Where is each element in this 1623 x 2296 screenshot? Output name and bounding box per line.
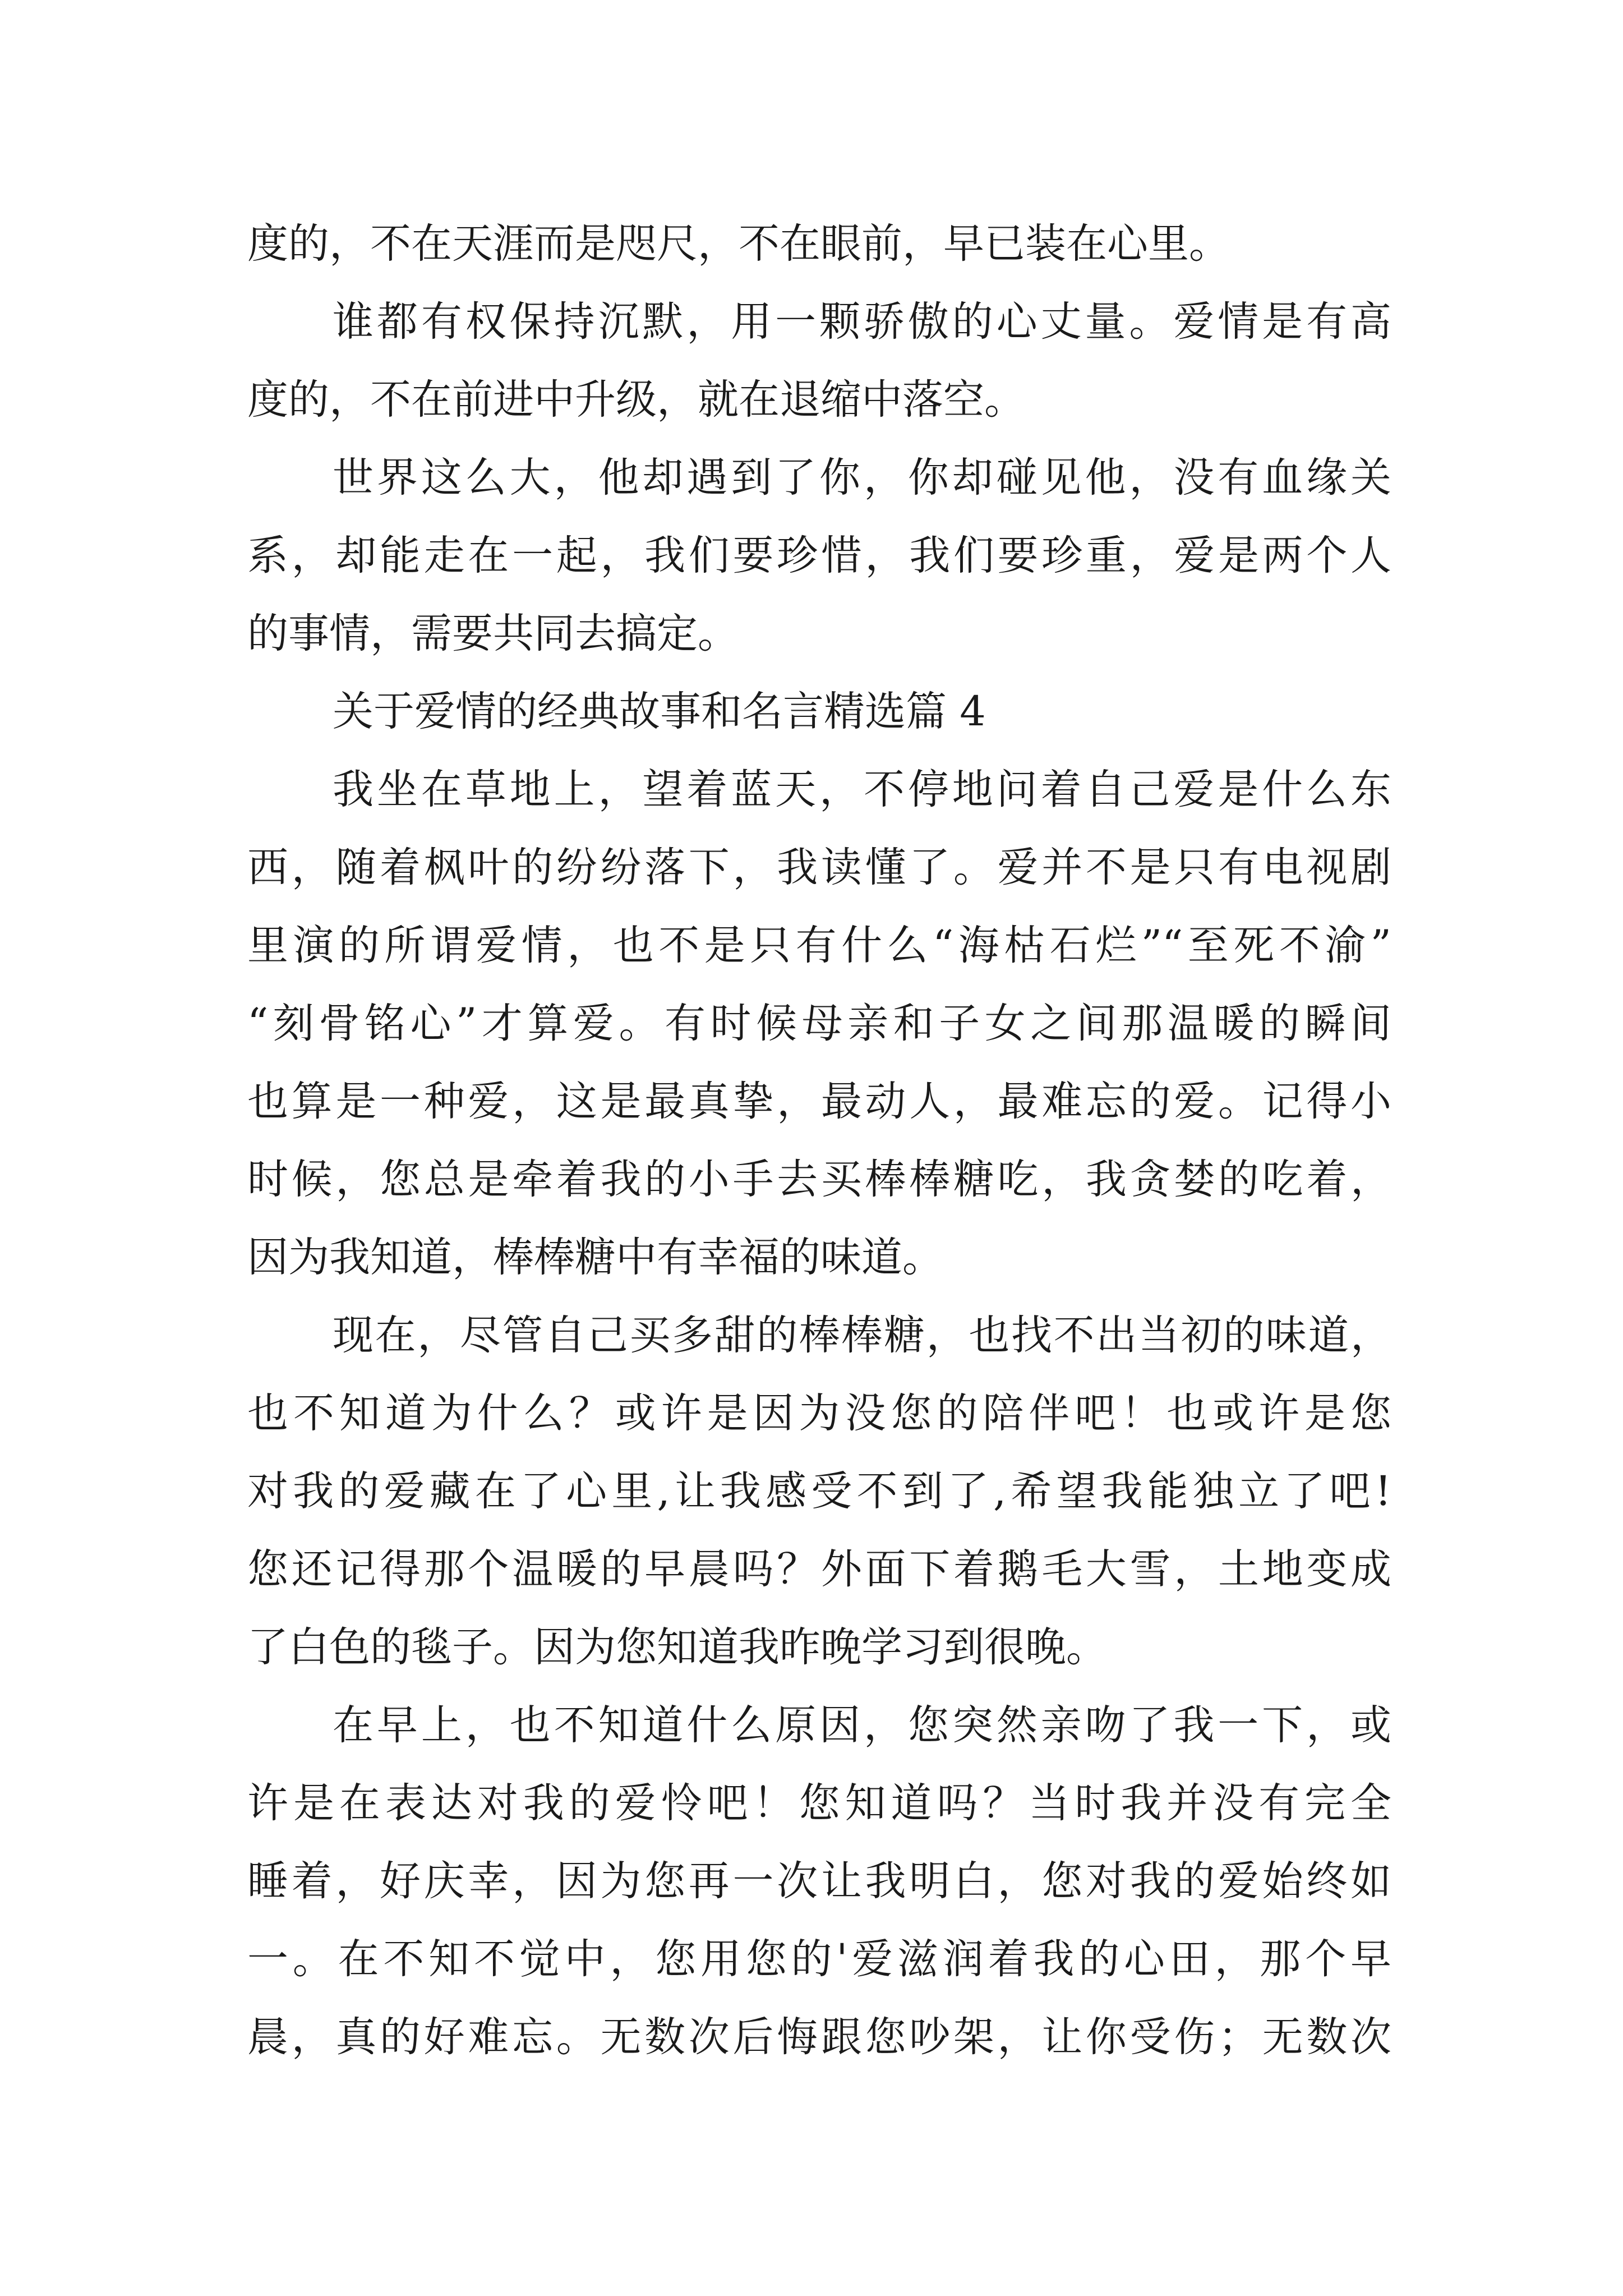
paragraph-line: “刻骨铭心”才算爱。有时候母亲和子女之间那温暖的瞬间: [247, 1000, 1391, 1047]
paragraph-line: 度的，不在前进中升级，就在退缩中落空。: [247, 376, 1025, 424]
paragraph-line: 也不知道为什么？或许是因为没您的陪伴吧！也或许是您: [247, 1389, 1391, 1437]
paragraph-line: 谁都有权保持沉默，用一颗骄傲的心丈量。爱情是有高: [333, 298, 1391, 346]
paragraph-line: 一。在不知不觉中，您用您的'爱滋润着我的心田，那个早: [247, 1935, 1391, 1983]
paragraph-line: 我坐在草地上，望着蓝天，不停地问着自己爱是什么东: [333, 766, 1391, 813]
paragraph-line: 时候，您总是牵着我的小手去买棒棒糖吃，我贪婪的吃着，: [247, 1156, 1391, 1203]
paragraph-line: 因为我知道，棒棒糖中有幸福的味道。: [247, 1234, 943, 1281]
paragraph-line: 的事情，需要共同去搞定。: [247, 610, 739, 657]
paragraph-line: 晨，真的好难忘。无数次后悔跟您吵架，让你受伤；无数次: [247, 2013, 1391, 2061]
section-heading: 关于爱情的经典故事和名言精选篇 4: [333, 688, 986, 735]
paragraph-line: 也算是一种爱，这是最真挚，最动人，最难忘的爱。记得小: [247, 1078, 1391, 1125]
paragraph-line: 了白色的毯子。因为您知道我昨晚学习到很晚。: [247, 1623, 1107, 1671]
paragraph-line: 对我的爱藏在了心里,让我感受不到了,希望我能独立了吧!: [247, 1467, 1391, 1515]
paragraph-line: 许是在表达对我的爱怜吧！您知道吗？当时我并没有完全: [247, 1779, 1391, 1827]
paragraph-line: 里演的所谓爱情，也不是只有什么“海枯石烂”“至死不渝”: [247, 922, 1391, 969]
paragraph-line: 现在，尽管自己买多甜的棒棒糖，也找不出当初的味道，: [333, 1312, 1391, 1359]
paragraph-line: 您还记得那个温暖的早晨吗？外面下着鹅毛大雪，土地变成: [247, 1545, 1391, 1593]
paragraph-line: 在早上，也不知道什么原因，您突然亲吻了我一下，或: [333, 1701, 1391, 1749]
paragraph-line: 世界这么大，他却遇到了你，你却碰见他，没有血缘关: [333, 454, 1391, 501]
paragraph-line: 睡着，好庆幸，因为您再一次让我明白，您对我的爱始终如: [247, 1857, 1391, 1905]
paragraph-line: 西，随着枫叶的纷纷落下，我读懂了。爱并不是只有电视剧: [247, 844, 1391, 891]
paragraph-line: 度的，不在天涯而是咫尺，不在眼前，早已装在心里。: [247, 220, 1230, 268]
paragraph-line: 系，却能走在一起，我们要珍惜，我们要珍重，爱是两个人: [247, 532, 1391, 579]
